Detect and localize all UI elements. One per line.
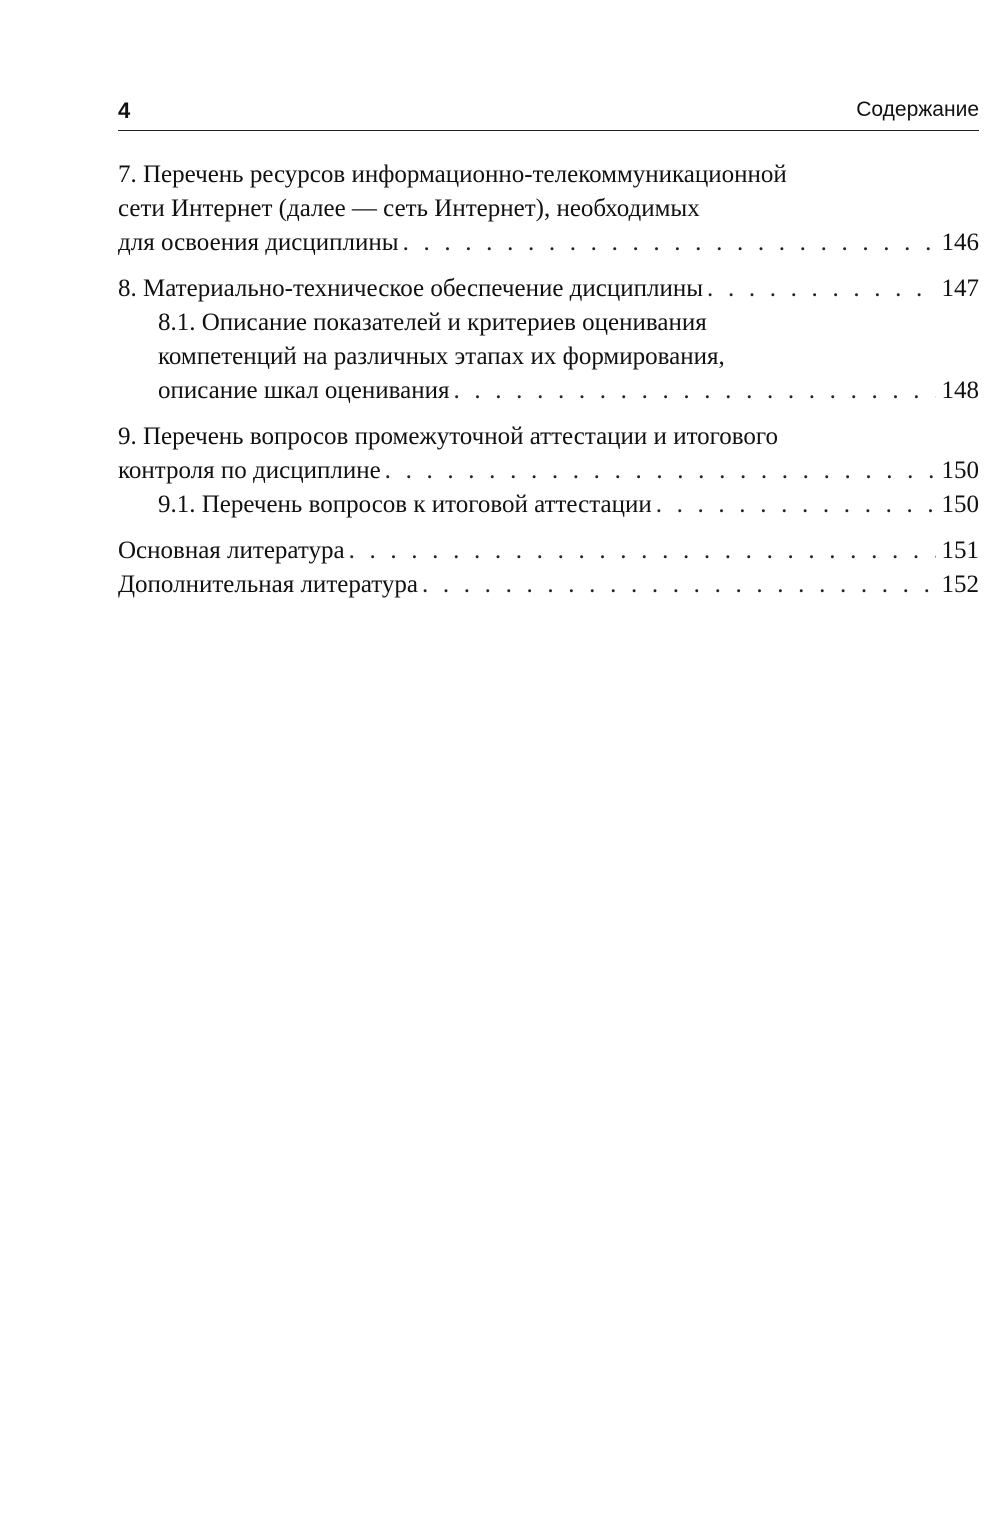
toc-entry-text: 8. Материально-техническое обеспечение дисциплины	[118, 275, 704, 302]
toc-entry-text: 9.1. Перечень вопросов к итоговой аттестации	[158, 491, 652, 518]
toc-entry-7[interactable]	[118, 158, 979, 260]
toc-entry-text: компетенций на различных этапах их формирования,	[158, 343, 725, 370]
dot-leader	[707, 272, 935, 306]
toc-entry-9[interactable]	[118, 420, 979, 488]
toc-entry-9-1[interactable]	[118, 488, 979, 522]
toc-entry-text: Основная литература	[118, 537, 345, 564]
toc-page-number: 146	[941, 229, 979, 256]
toc-entry-8[interactable]	[118, 272, 979, 306]
dot-leader	[453, 374, 935, 408]
page-number: 4	[118, 98, 131, 123]
toc-page-number: 152	[941, 571, 979, 598]
table-of-contents	[118, 158, 979, 602]
running-header	[118, 96, 979, 131]
toc-entry-main-literature[interactable]	[118, 534, 979, 568]
toc-entry-text: 8.1. Описание показателей и критериев оценивания	[158, 309, 707, 336]
dot-leader	[422, 568, 936, 602]
toc-entry-text: контроля по дисциплине	[118, 457, 381, 484]
toc-entry-text: сети Интернет (далее — сеть Интернет), необходимых	[118, 195, 700, 222]
running-title: Содержание	[856, 98, 979, 121]
toc-page-number: 147	[941, 275, 979, 302]
dot-leader	[385, 454, 936, 488]
toc-entry-text: для освоения дисциплины	[118, 229, 399, 256]
toc-page-number: 150	[941, 457, 979, 484]
toc-entry-text: 7. Перечень ресурсов информационно-телекоммуникационной	[118, 161, 787, 188]
toc-entry-text: Дополнительная литература	[118, 571, 418, 598]
toc-page-number: 148	[941, 377, 979, 404]
dot-leader	[349, 534, 936, 568]
toc-entry-8-1[interactable]	[118, 306, 979, 408]
toc-entry-text: 9. Перечень вопросов промежуточной аттестации и итогового	[118, 423, 779, 450]
toc-entry-text: описание шкал оценивания	[158, 377, 450, 404]
dot-leader	[656, 488, 936, 522]
toc-page-number: 151	[941, 537, 979, 564]
toc-page-number: 150	[941, 491, 979, 518]
toc-entry-additional-literature[interactable]	[118, 568, 979, 602]
dot-leader	[403, 226, 936, 260]
